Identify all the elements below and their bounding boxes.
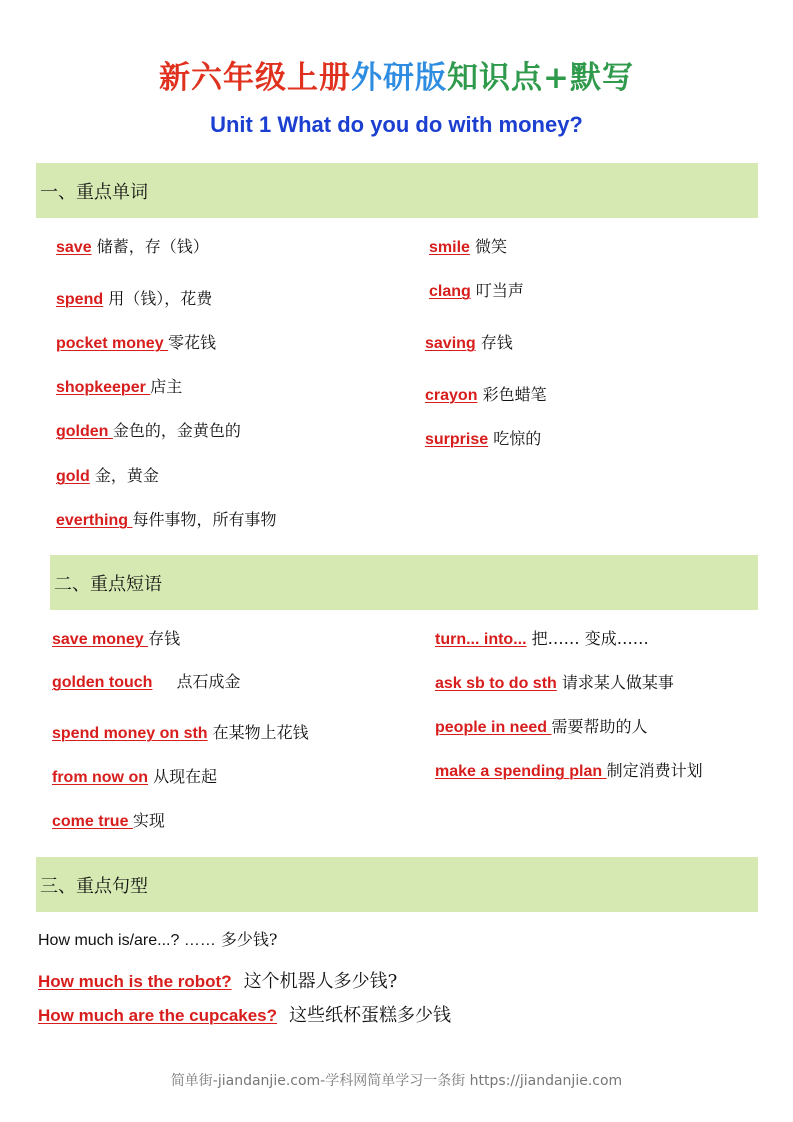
phrase-zh: 需要帮助的人 [551,717,648,736]
phrase-zh: 实现 [132,811,165,830]
sentence-zh: 这个机器人多少钱? [243,971,398,992]
word-item [56,463,159,486]
phrase-item [435,714,647,737]
word-en: pocket money [56,335,169,352]
sentence-zh: 这些纸杯蛋糕多少钱 [289,1005,452,1026]
phrase-item [435,626,649,649]
word-item [429,278,524,301]
word-item [425,330,513,353]
word-zh: 金，黄金 [94,466,159,485]
word-zh: 吃惊的 [493,429,542,448]
section-phrases-heading: 二、重点短语 [54,573,162,595]
word-zh: 叮当声 [475,281,524,300]
sentence-pattern [38,927,278,950]
sentence-item [38,967,397,993]
word-zh: 用（钱），花费 [108,289,213,308]
phrase-en: make a spending plan [435,763,607,780]
phrase-item [52,808,165,831]
phrase-zh: 点石成金 [176,672,241,691]
word-item [56,374,182,397]
phrase-item [435,758,703,781]
word-en: everthing [56,512,133,529]
word-item [56,234,209,257]
phrase-en: spend money on sth [52,725,208,742]
pattern-zh: 多少钱? [220,930,278,949]
page-title [0,52,793,97]
section-sentences-band [36,857,758,912]
phrase-item [52,764,217,787]
title-part-topic: 知识点+默写 [447,60,634,96]
phrase-zh: 从现在起 [153,767,218,786]
phrase-item [52,626,180,649]
phrase-item [52,720,309,743]
phrase-item [52,669,240,692]
word-item [56,507,276,530]
phrase-en: turn... into... [435,631,527,648]
title-part-grade: 新六年级上册 [159,60,351,96]
phrase-item [435,670,674,693]
phrase-en: save money [52,631,149,648]
word-en: spend [56,291,104,308]
word-zh: 店主 [150,377,183,396]
word-en: gold [56,468,90,485]
word-en: saving [425,335,476,352]
word-item [56,418,241,441]
sentence-item [38,1001,451,1027]
word-en: clang [429,283,471,300]
word-zh: 微笑 [475,237,508,256]
phrase-en: from now on [52,769,148,786]
word-en: save [56,239,92,256]
phrase-en: come true [52,813,133,830]
sentence-en: How much are the cupcakes? [38,1006,278,1025]
word-zh: 存钱 [480,333,513,352]
footer-watermark: 简单街-jiandanjie.com-学科网简单学习一条街 https://jiandanjie.com [170,1073,623,1089]
phrase-en: ask sb to do sth [435,675,557,692]
phrase-zh: 请求某人做某事 [561,673,674,692]
word-zh: 彩色蜡笔 [482,385,547,404]
phrase-zh: 把…… 变成…… [531,629,649,648]
pattern-en: How much is/are...? …… [38,932,216,949]
section-sentences-heading: 三、重点句型 [40,875,148,897]
word-item [425,426,541,449]
word-en: smile [429,239,470,256]
section-phrases-band [50,555,758,610]
title-part-edition: 外研版 [351,60,447,96]
word-en: surprise [425,431,489,448]
word-zh: 金色的，金黄色的 [112,421,241,440]
word-item [56,330,216,353]
word-zh: 零花钱 [168,333,217,352]
word-en: shopkeeper [56,379,151,396]
word-zh: 储蓄，存（钱） [96,237,209,256]
word-en: crayon [425,387,478,404]
section-words-heading: 一、重点单词 [40,181,148,203]
word-item [425,382,547,405]
phrase-zh: 存钱 [148,629,181,648]
section-words-band [36,163,758,218]
phrase-en: people in need [435,719,552,736]
phrase-en: golden touch [52,674,153,691]
word-item [429,234,507,257]
phrase-zh: 在某物上花钱 [212,723,309,742]
sentence-en: How much is the robot? [38,972,232,991]
word-en: golden [56,423,113,440]
word-item [56,286,212,309]
phrase-zh: 制定消费计划 [606,761,703,780]
unit-title: Unit 1 What do you do with money? [210,112,583,137]
word-zh: 每件事物，所有事物 [132,510,277,529]
